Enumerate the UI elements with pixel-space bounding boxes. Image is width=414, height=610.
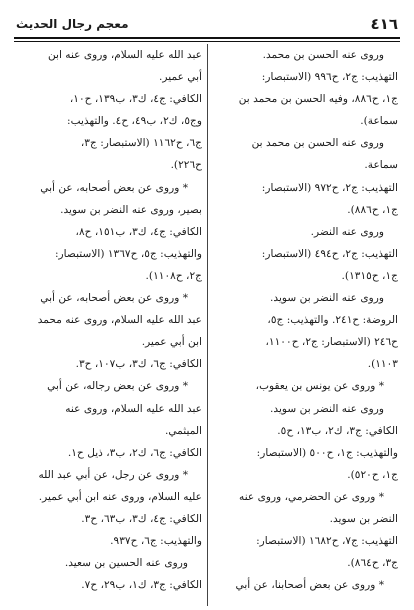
text-line: وروى عنه النضر بن سويد. <box>270 292 384 305</box>
text-line: التهذيب: ج٢، ح٤٩٤ (الاستبصار: <box>261 247 398 260</box>
text-line: الكافي: ج٣، ك١، ب٢٩، ح٧. <box>81 579 202 592</box>
text-line: ج١، ح١٣١٥). <box>341 269 398 282</box>
text-line: الكافي: ج٦، ك٣، ب١٠٧، ح٣. <box>75 358 202 371</box>
text-line: الميثمي. <box>164 424 202 437</box>
text-line: * وروى عن رجل، عن أبي عبد الله <box>38 468 188 481</box>
text-line: وج٥، ك٢، ب٤٩، ح٤. والتهذيب: <box>67 115 202 128</box>
text-line: سماعة. <box>364 159 398 172</box>
text-line: بصير، وروى عنه النضر بن سويد. <box>60 203 202 216</box>
text-line: وروى عنه الحسن بن محمد بن <box>251 137 384 150</box>
text-line: * وروى عن بعض أصحابه، عن أبي <box>40 292 188 305</box>
left-column <box>16 44 202 596</box>
text-line: الروضة: ح٢٤١. والتهذيب: ج٥، <box>267 314 398 327</box>
text-line: الكافي: ج٣، ك٢، ب١٣، ح٥. <box>277 424 398 437</box>
text-line: سماعة). <box>360 115 398 128</box>
text-line: وروى عنه الحسين بن سعيد. <box>64 557 188 570</box>
text-line: الكافي: ج٤، ك٣، ب٦٣، ح٣. <box>81 512 202 525</box>
page-header <box>16 12 398 36</box>
text-line: * وروى عن بعض أصحابه، عن أبي <box>40 181 188 194</box>
text-line: ح٢٢٦). <box>170 159 202 172</box>
text-line: الكافي: ج٤، ك٣، ب١٥١، ح٨، <box>75 225 202 238</box>
text-line: وروى عنه النضر. <box>310 225 384 238</box>
text-line: ج١، ح٨٨٦، وفيه الحسن بن محمد بن <box>238 93 398 106</box>
text-line: عليه السلام، وروى عنه ابن أبي عمير. <box>38 490 202 503</box>
text-line: ج٢، ح١١٠٨). <box>145 269 202 282</box>
text-line: * وروى عن يونس بن يعقوب، <box>255 380 384 393</box>
text-line: الكافي: ج٤، ك٣، ب١٣٩، ح١٠، <box>69 93 202 106</box>
text-line: والتهذيب: ج٥، ح١٣٦٧ (الاستبصار: <box>54 247 202 260</box>
text-line: وروى عنه النضر بن سويد. <box>270 402 384 415</box>
running-title: معجم رجال الحديث <box>16 17 129 31</box>
text-line: التهذيب: ج٢، ح٩٧٢ (الاستبصار: <box>261 181 398 194</box>
text-line: وروى عنه الحسن بن محمد. <box>262 49 384 61</box>
text-line: عبد الله عليه السلام، وروى عنه محمد <box>37 314 202 327</box>
page-number: ٤١٦ <box>370 15 398 33</box>
text-line: ج١، ح٥٢٠). <box>347 468 398 481</box>
text-line: التهذيب: ج٢، ح٩٩٦ (الاستبصار: <box>261 71 398 84</box>
text-line: والتهذيب: ج٦، ح٩٣٧. <box>110 535 202 548</box>
text-line: والتهذيب: ج١، ح٥٠٠ (الاستبصار: <box>256 446 398 459</box>
text-line: ج٦، ح١١٦٢ (الاستبصار: ج٣، <box>80 137 202 150</box>
text-line: النضر بن سويد. <box>329 512 398 525</box>
header-rule <box>14 37 400 42</box>
text-line: الكافي: ج٦، ك٢، ب٣، ذيل ح١. <box>67 446 202 459</box>
text-line: ١١٠٣). <box>367 358 398 371</box>
text-line: ابن أبي عمير. <box>141 336 202 349</box>
text-line: * وروى عن بعض أصحابنا، عن أبي <box>235 579 384 592</box>
text-line: * وروى عن بعض رجاله، عن أبي <box>47 380 188 393</box>
text-line: ح٢٤٦ (الاستبصار: ج٢، ح١١٠٠، <box>265 336 398 349</box>
text-line: التهذيب: ج٧، ح١٦٨٢ (الاستبصار: <box>256 535 398 548</box>
column-divider <box>207 44 208 606</box>
text-line: ج١، ح٨٨٦). <box>347 203 398 216</box>
text-line: عبد الله عليه السلام، وروى عنه <box>65 402 202 415</box>
text-line: عبد الله عليه السلام، وروى عنه ابن <box>47 49 202 61</box>
text-line: * وروى عن الحضرمي، وروى عنه <box>239 490 384 503</box>
text-line: ج٣، ح٨٦٤). <box>347 557 398 570</box>
right-column <box>212 44 398 596</box>
text-line: أبي عمير. <box>159 71 202 84</box>
